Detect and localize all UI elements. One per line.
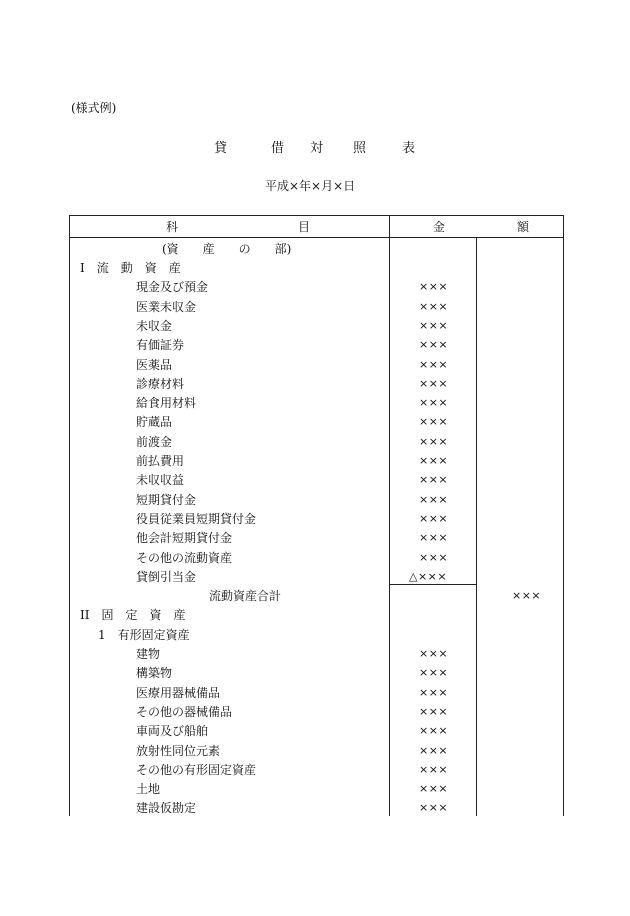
line-item-name: 医療用器械備品	[136, 685, 221, 700]
title-char: 対	[310, 141, 324, 156]
line-item-amount: ×××	[419, 396, 449, 410]
line-item-name: その他の流動資産	[136, 550, 233, 565]
title-char: 表	[402, 141, 416, 156]
current-assets-total-label: 流動資産合計	[209, 589, 282, 604]
line-item-amount: ×××	[419, 492, 449, 506]
line-item-amount: ×××	[419, 415, 449, 429]
line-item-name: 建設仮勘定	[136, 801, 197, 816]
form-label: (様式例)	[71, 101, 117, 115]
line-item-amount: ×××	[419, 801, 449, 815]
line-item-amount: ×××	[419, 782, 449, 796]
line-item-amount: ×××	[419, 357, 449, 371]
line-item-name: 前払費用	[136, 454, 185, 468]
header-subject: 科 目	[166, 220, 311, 234]
current-assets-total-amount: ×××	[512, 589, 542, 603]
header-amount: 金 額	[433, 220, 530, 234]
line-item-amount: ×××	[419, 376, 449, 390]
column-divider	[476, 238, 477, 816]
line-item-name: 医薬品	[136, 357, 173, 372]
subsection-heading-tangible: 1 有形固定資産	[98, 627, 190, 642]
line-item-amount: ×××	[419, 454, 449, 467]
line-item-name: 前渡金	[136, 434, 173, 449]
title-char: 借	[271, 141, 285, 156]
line-item-amount: ×××	[419, 666, 449, 680]
line-item-amount: ×××	[419, 531, 449, 545]
section-heading-current-assets: I 流 動 資 産	[80, 261, 181, 275]
line-item-name: 役員従業員短期貸付金	[136, 511, 257, 526]
line-item-name: 構築物	[136, 666, 173, 681]
line-item-amount: ×××	[419, 685, 449, 699]
line-item-amount: ×××	[419, 550, 449, 564]
line-item-amount: ×××	[419, 511, 449, 525]
line-item-amount: ×××	[419, 704, 449, 718]
line-item-name: 建物	[136, 647, 161, 661]
header-divider	[70, 237, 563, 238]
line-item-amount: ×××	[419, 338, 449, 352]
subtotal-line	[389, 584, 476, 585]
line-item-name: 給食用材料	[136, 396, 197, 411]
line-item-name: 貯蔵品	[136, 415, 173, 430]
line-item-name: 他会計短期貸付金	[136, 531, 233, 546]
line-item-name: 未収収益	[136, 473, 185, 488]
line-item-name: その他の有形固定資産	[136, 762, 257, 777]
balance-sheet-table	[69, 215, 564, 816]
document-date: 平成×年×月×日	[265, 179, 356, 193]
title-char: 貸	[214, 141, 228, 156]
line-item-amount: ×××	[419, 743, 449, 757]
line-item-name: 放射性同位元素	[136, 743, 221, 758]
line-item-name: 診療材料	[136, 376, 185, 391]
line-item-amount: ×××	[419, 473, 449, 487]
line-item-amount: ×××	[419, 318, 449, 332]
line-item-name: 現金及び預金	[136, 280, 209, 295]
asset-section-label: (資 産 の 部)	[162, 242, 292, 256]
title-char: 照	[353, 141, 367, 156]
line-item-name: 未収金	[136, 318, 173, 333]
line-item-amount: ×××	[419, 280, 449, 294]
column-divider	[389, 216, 390, 816]
line-item-amount: ×××	[419, 724, 449, 738]
line-item-name: その他の器械備品	[136, 704, 233, 719]
line-item-name: 有価証券	[136, 338, 185, 353]
line-item-amount: ×××	[419, 299, 449, 313]
line-item-name: 土地	[136, 782, 161, 797]
line-item-amount: ×××	[419, 647, 449, 660]
line-item-amount: △×××	[409, 569, 448, 583]
line-item-name: 医業未収金	[136, 299, 197, 314]
section-heading-fixed-assets: II 固 定 資 産	[80, 608, 186, 623]
line-item-name: 短期貸付金	[136, 492, 197, 507]
line-item-name: 貸倒引当金	[136, 569, 197, 584]
line-item-amount: ×××	[419, 434, 449, 448]
line-item-name: 車両及び船舶	[136, 724, 209, 739]
line-item-amount: ×××	[419, 762, 449, 776]
